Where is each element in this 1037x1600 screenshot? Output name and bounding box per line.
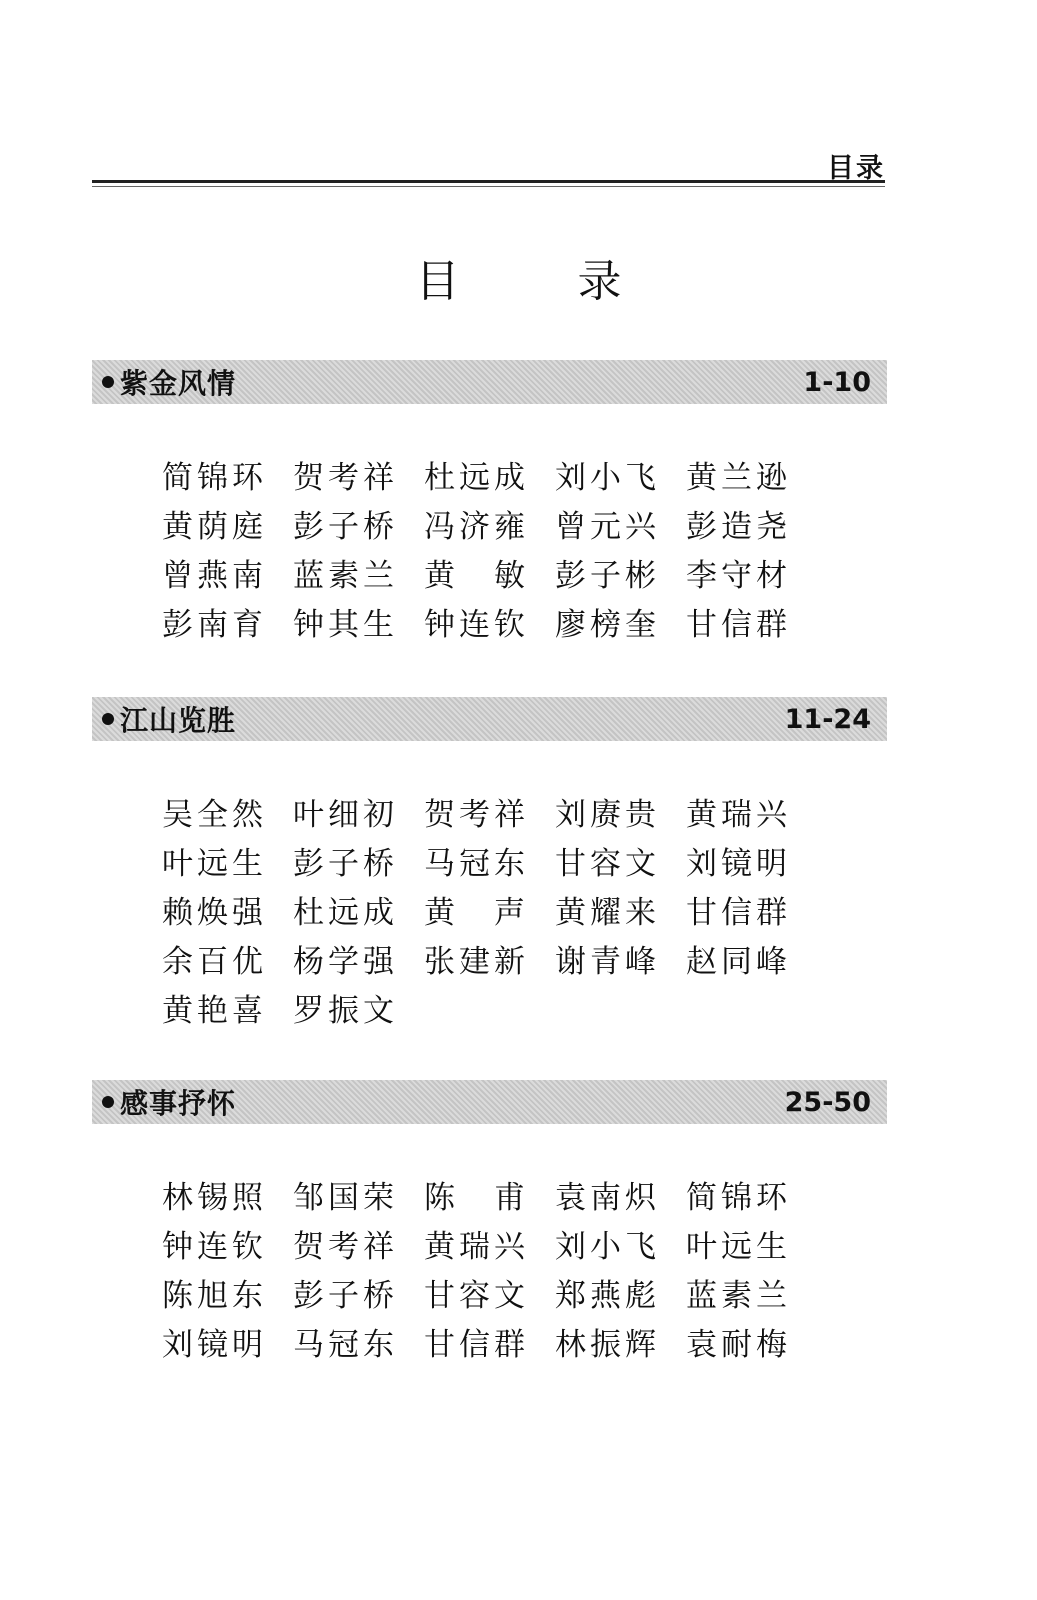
author-name: 黄兰逊	[686, 460, 791, 496]
section-page-range: 1-10	[803, 366, 871, 398]
author-name: 蓝素兰	[293, 558, 398, 594]
author-name: 甘容文	[424, 1278, 529, 1314]
author-name: 袁南炽	[555, 1180, 660, 1216]
author-name: 余百优	[162, 944, 267, 980]
author-name: 彭造尧	[686, 509, 791, 545]
author-name: 马冠东	[293, 1327, 398, 1363]
section-bar[interactable]	[92, 1080, 887, 1124]
author-name: 彭子桥	[293, 509, 398, 545]
author-name: 冯济雍	[424, 509, 529, 545]
author-name: 黄耀来	[555, 895, 660, 931]
author-name: 简锦环	[162, 460, 267, 496]
author-name: 钟连钦	[162, 1229, 267, 1265]
author-name: 曾燕南	[162, 558, 267, 594]
author-name: 钟其生	[293, 607, 398, 643]
author-name: 黄艳喜	[162, 993, 267, 1029]
author-name: 吴全然	[162, 797, 267, 833]
author-name: 林锡照	[162, 1180, 267, 1216]
author-name: 刘小飞	[555, 460, 660, 496]
author-name: 蓝素兰	[686, 1278, 791, 1314]
section-zijin	[92, 360, 887, 644]
author-name: 叶远生	[686, 1229, 791, 1265]
bullet-icon	[102, 376, 114, 388]
author-name: 简锦环	[686, 1180, 791, 1216]
author-name: 刘镜明	[162, 1327, 267, 1363]
author-name: 贺考祥	[293, 1229, 398, 1265]
author-name: 甘信群	[424, 1327, 529, 1363]
author-name: 李守材	[686, 558, 791, 594]
author-name: 甘信群	[686, 895, 791, 931]
author-name: 甘容文	[555, 846, 660, 882]
section-jiangshan	[92, 697, 887, 1030]
author-name: 邹国荣	[293, 1180, 398, 1216]
author-name: 贺考祥	[293, 460, 398, 496]
section-title: 感事抒怀	[120, 1087, 237, 1120]
author-name: 陈旭东	[162, 1278, 267, 1314]
author-name: 郑燕彪	[555, 1278, 660, 1314]
author-name: 黄荫庭	[162, 509, 267, 545]
author-name: 彭子桥	[293, 846, 398, 882]
author-name: 刘镜明	[686, 846, 791, 882]
running-header: 目录	[827, 153, 885, 184]
author-list	[162, 1180, 887, 1364]
author-name: 彭子彬	[555, 558, 660, 594]
section-bar[interactable]	[92, 697, 887, 741]
section-ganshi	[92, 1080, 887, 1364]
header-rule	[92, 180, 885, 183]
author-name: 彭南育	[162, 607, 267, 643]
author-name: 叶细初	[293, 797, 398, 833]
author-name: 黄 声	[424, 895, 529, 931]
author-name: 曾元兴	[555, 509, 660, 545]
author-name: 罗振文	[293, 993, 398, 1029]
author-name: 廖榜奎	[555, 607, 660, 643]
author-name: 赵同峰	[686, 944, 791, 980]
section-title: 江山览胜	[120, 704, 237, 737]
author-name: 钟连钦	[424, 607, 529, 643]
bullet-icon	[102, 713, 114, 725]
author-name: 张建新	[424, 944, 529, 980]
section-bar[interactable]	[92, 360, 887, 404]
section-page-range: 11-24	[784, 703, 871, 735]
header-rule-thin	[92, 186, 885, 187]
author-name: 黄瑞兴	[424, 1229, 529, 1265]
author-name: 杜远成	[293, 895, 398, 931]
author-name: 叶远生	[162, 846, 267, 882]
author-name: 谢青峰	[555, 944, 660, 980]
author-name: 赖焕强	[162, 895, 267, 931]
bullet-icon	[102, 1096, 114, 1108]
author-name: 马冠东	[424, 846, 529, 882]
author-name: 刘小飞	[555, 1229, 660, 1265]
author-list	[162, 460, 887, 644]
author-name: 袁耐梅	[686, 1327, 791, 1363]
author-name: 林振辉	[555, 1327, 660, 1363]
author-name: 刘赓贵	[555, 797, 660, 833]
author-name: 杨学强	[293, 944, 398, 980]
author-name: 黄瑞兴	[686, 797, 791, 833]
page-title: 目 录	[415, 256, 674, 307]
author-name: 杜远成	[424, 460, 529, 496]
author-name: 黄 敏	[424, 558, 529, 594]
author-name: 甘信群	[686, 607, 791, 643]
section-page-range: 25-50	[784, 1086, 871, 1118]
author-name: 陈 甫	[424, 1180, 529, 1216]
section-title: 紫金风情	[120, 367, 237, 400]
author-name: 彭子桥	[293, 1278, 398, 1314]
author-name: 贺考祥	[424, 797, 529, 833]
author-list	[162, 797, 887, 1030]
